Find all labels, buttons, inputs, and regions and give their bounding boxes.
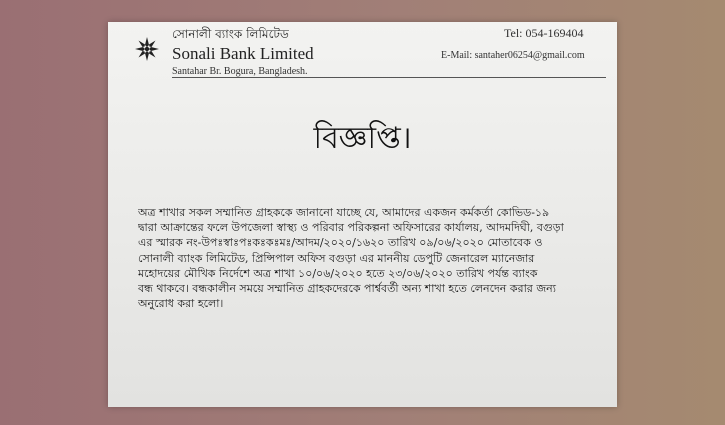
notice-paper	[108, 22, 617, 407]
notice-body	[138, 205, 590, 311]
notice-line: মহোদয়ের মৌখিক নির্দেশে অত্র শাখা ১০/০৬/২০২০ হতে ২৩/০৬/২০২০ তারিখ পর্যন্ত ব্যাংক	[138, 266, 538, 280]
bank-name-english: Sonali Bank Limited	[172, 44, 314, 63]
notice-line: দ্বারা আক্রান্তের ফলে উপজেলা স্বাস্থ্য ও পরিবার পরিকল্পনা অফিসারের কার্যালয়, আদমদিঘী, বগুড়া	[138, 221, 564, 235]
notice-line: অত্র শাখার সকল সম্মানিত গ্রাহককে জানানো যাচ্ছে যে, আমাদের একজন কর্মকর্তা কোভিড-১৯	[138, 206, 550, 219]
bank-name-bangla: সোনালী ব্যাংক লিমিটেড	[172, 27, 289, 41]
notice-line: অনুরোধ করা হলো।	[138, 297, 224, 311]
notice-line: বন্ধ থাকবে। বন্ধকালীন সময়ে সম্মানিত গ্রাহকদেরকে পার্শ্ববর্তী অন্য শাখা হতে লেনদেন করার জন্য	[138, 282, 556, 296]
notice-title: বিজ্ঞপ্তি।	[313, 121, 412, 156]
sonali-bank-logo-icon	[134, 36, 160, 62]
header-divider	[172, 77, 606, 78]
telephone-number: Tel: 054-169404	[504, 26, 584, 40]
email-address: E-Mail: santaher06254@gmail.com	[441, 50, 585, 61]
branch-address: Santahar Br. Bogura, Bangladesh.	[172, 66, 308, 77]
notice-line: এর স্মারক নং-উপঃস্বাঃপঃকঃকঃমঃ/আদম/২০২০/১৬২০ তারিখ ০৯/০৬/২০২০ মোতাবেক ও	[138, 236, 543, 250]
notice-line: সোনালী ব্যাংক লিমিটেড, প্রিন্সিপাল অফিস বগুড়া এর মাননীয় ডেপুটি জেনারেল ম্যানেজার	[138, 251, 535, 265]
